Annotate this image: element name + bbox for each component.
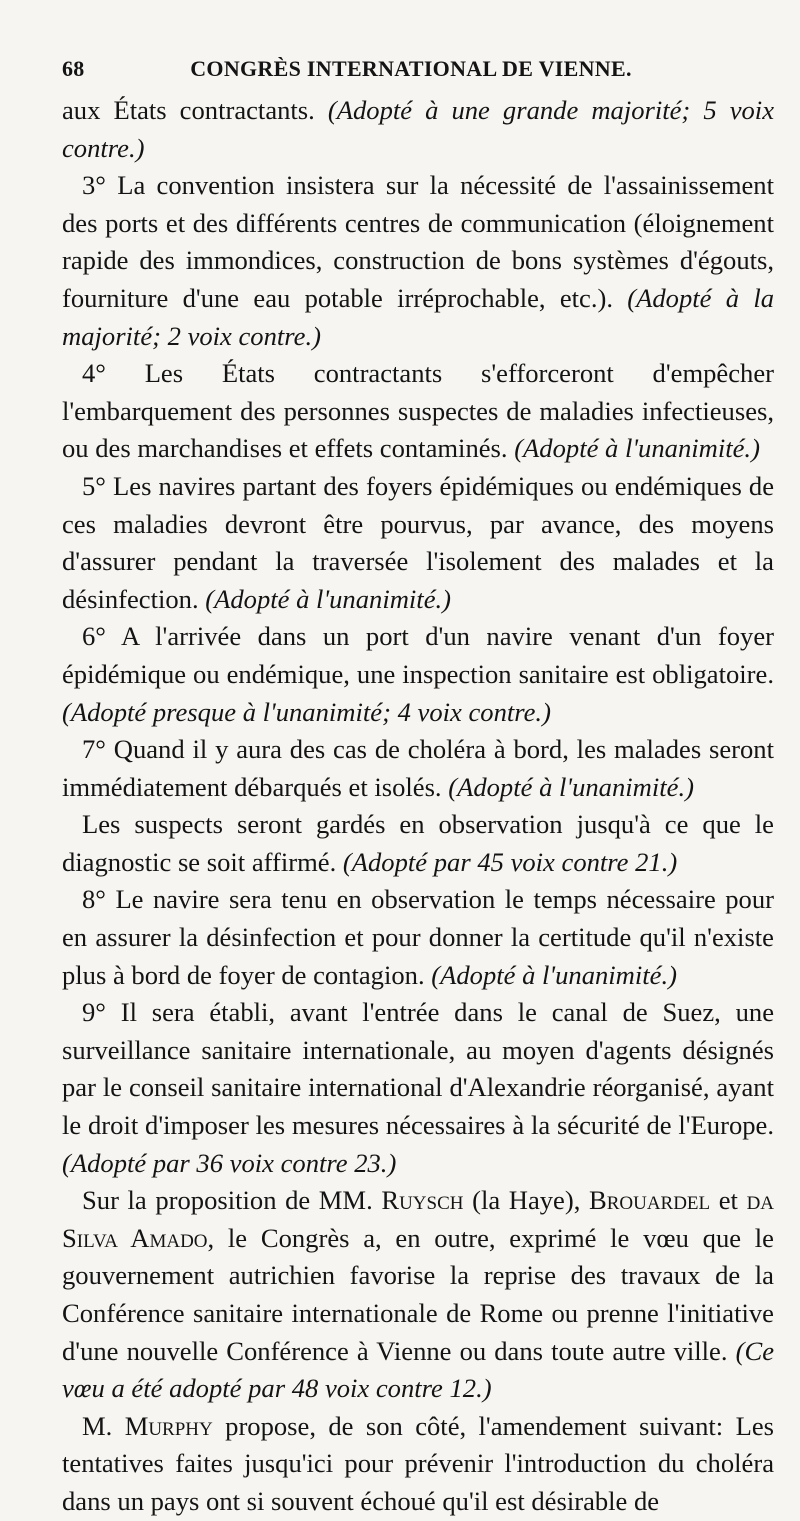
person-name: Ruysch [381,1185,464,1216]
paragraph-text: 7° Quand il y aura des cas de choléra à bord, les malades seront immédiatement débarqués et isolés. [62,734,774,802]
paragraph-text: (la Haye), [463,1185,589,1216]
paragraph [62,806,774,881]
paragraph [62,1408,774,1521]
paragraph-text: aux États contractants. [62,95,328,125]
body-text [62,92,774,1521]
page-number: 68 [62,56,85,81]
paragraph-text: 3° La convention insistera sur la nécessité de l'assainissement des ports et des différents centres de communication (éloignement rapide des immondices, construction de bons systèmes d'égouts, fourniture d'une eau potable irréprochable, etc.). [62,170,774,313]
paragraph-text: Sur la proposition de MM. [82,1185,382,1216]
paragraph-text: et [710,1185,747,1216]
paragraph [62,92,774,167]
paragraph [62,994,774,1182]
paragraph [62,355,774,468]
vote-result: (Adopté presque à l'unanimité; 4 voix contre.) [62,696,551,727]
vote-result: (Adopté à l'unanimité.) [431,959,677,990]
vote-result: (Adopté à la majorité; 2 voix contre.) [62,282,775,351]
person-name: Murphy [124,1410,213,1441]
paragraph [62,468,774,618]
paragraph [62,167,774,355]
paragraph-text: Les suspects seront gardés en observation jusqu'à ce que le diagnostic se soit affirmé. [62,809,774,877]
paragraph-text: 4° Les États contractants s'efforceront d'empêcher l'embarquement des personnes suspectes de maladies infectieuses, ou des marchandises et effets contaminés. [62,358,774,464]
vote-result: (Adopté à l'unanimité.) [514,433,760,464]
vote-result: (Adopté par 45 voix contre 21.) [342,846,678,877]
running-title: CONGRÈS INTERNATIONAL DE VIENNE. [190,56,632,81]
paragraph [62,1182,774,1408]
paragraph [62,731,774,806]
paragraph-text: 8° Le navire sera tenu en observation le temps nécessaire pour en assurer la désinfection et pour donner la certitude qu'il n'existe plus à bord de foyer de contagion. [62,884,774,990]
vote-result: (Ce vœu a été adopté par 48 voix contre 12.) [62,1335,774,1404]
person-name: da Silva Amado [62,1185,775,1253]
paragraph-text: 9° Il sera établi, avant l'entrée dans le canal de Suez, une surveillance sanitaire internationale, au moyen d'agents désignés par le conseil sanitaire international d'Alexandrie réorganisé, ayant le droit d'imposer les mesures nécessaires à la sécurité de l'Europe. [62,997,774,1141]
paragraph-text: propose, de son côté, l'amendement suivant: Les tentatives faites jusqu'ici pour prévenir l'introduction du choléra dans un pays ont si souvent échoué qu'il est désirable de [62,1410,774,1516]
person-name: Brouardel [588,1185,711,1216]
vote-result: (Adopté à une grande majorité; 5 voix contre.) [62,95,774,163]
paragraph [62,881,774,994]
paragraph-text: M. [82,1410,125,1441]
vote-result: (Adopté par 36 voix contre 23.) [62,1147,397,1178]
paragraph [62,618,774,731]
page-header [62,56,760,86]
vote-result: (Adopté à l'unanimité.) [205,583,452,614]
paragraph-text: , le Congrès a, en outre, exprimé le vœu que le gouvernement autrichien favorise la reprise des travaux de la Conférence sanitaire internationale de Rome ou prenne l'initiative d'une nouvelle Conférence à Vienne ou dans toute autre ville. [62,1222,774,1366]
paragraph-text: 6° A l'arrivée dans un port d'un navire venant d'un foyer épidémique ou endémique, une inspection sanitaire est obligatoire. [62,621,774,689]
paragraph-text: 5° Les navires partant des foyers épidémiques ou endémiques de ces maladies devront être pourvus, par avance, des moyens d'assurer pendant la traversée l'isolement des malades et la désinfection. [62,470,774,614]
vote-result: (Adopté à l'unanimité.) [448,771,694,802]
